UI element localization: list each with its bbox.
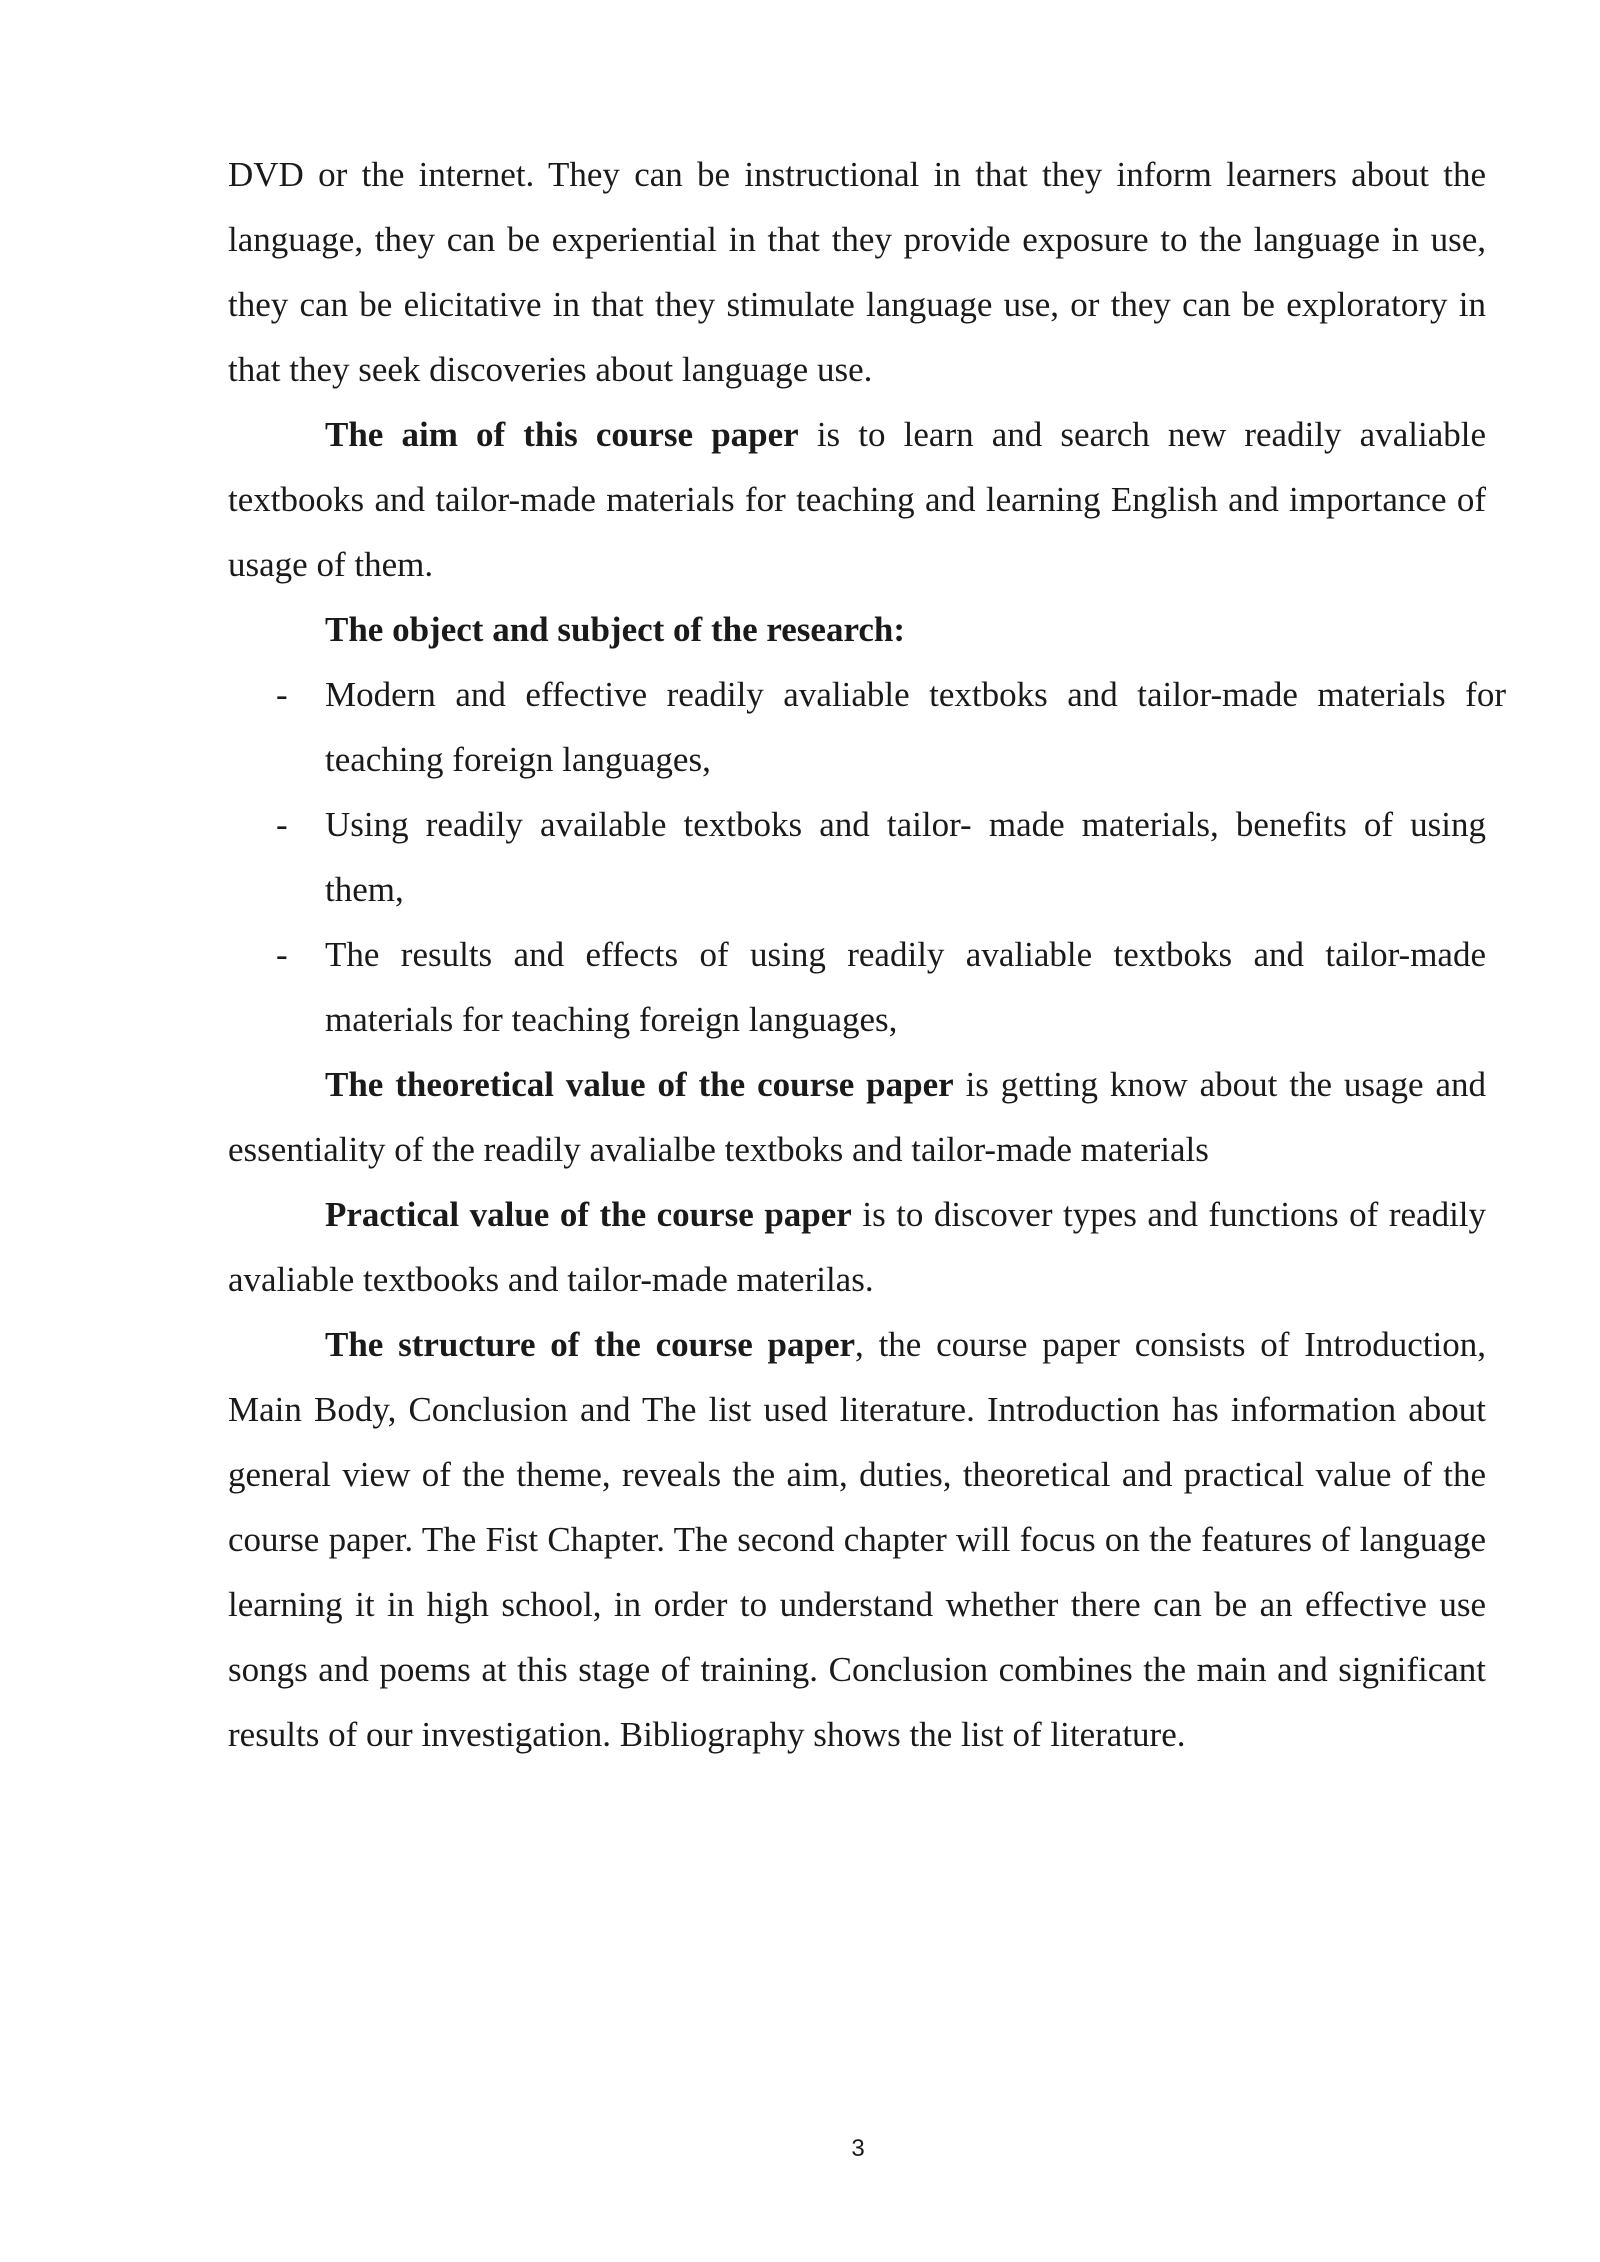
structure-text: , the course paper consists of Introduction, Main Body, Conclusion and The list used literature. Introduction has information about general view of the theme, reveals the aim, duties, theoretical and practical value of the course paper. The Fist Chapter. The second chapter will focus on the features of language learning it in high school, in order to understand whether there can be an effective use songs and poems at this stage of training. Conclusion combines the main and significant results of our investigation. Bibliography shows the list of literature. <box>228 1325 1486 1754</box>
list-item-text: The results and effects of using readily avaliable textboks and tailor-made materials for teaching foreign languages, <box>325 935 1486 1039</box>
list-item <box>228 792 1486 922</box>
structure-heading: The structure of the course paper <box>325 1325 856 1364</box>
list-marker: - <box>276 935 288 974</box>
list-marker: - <box>276 675 288 714</box>
object-list <box>228 662 1506 1052</box>
object-heading-text: The object and subject of the research: <box>325 610 906 649</box>
intro-paragraph <box>228 142 1486 402</box>
list-item-text: Modern and effective readily avaliable textboks and tailor-made materials for teaching foreign languages, <box>325 675 1506 779</box>
aim-paragraph <box>228 402 1486 597</box>
body-text <box>228 142 1506 1767</box>
list-marker: - <box>276 805 288 844</box>
theoretical-paragraph <box>228 1052 1486 1182</box>
list-item <box>228 662 1506 792</box>
theoretical-heading: The theoretical value of the course paper <box>325 1065 954 1104</box>
practical-paragraph <box>228 1182 1486 1312</box>
list-item <box>228 922 1486 1052</box>
practical-heading: Practical value of the course paper <box>325 1195 852 1234</box>
aim-heading: The aim of this course paper <box>325 415 799 454</box>
object-subject-heading <box>228 597 1486 662</box>
list-item-text: Using readily available textboks and tailor- made materials, benefits of using them, <box>325 805 1486 909</box>
structure-paragraph <box>228 1312 1486 1767</box>
aim-text: is to learn and search new readily avaliable textbooks and tailor-made materials for teaching and learning English and importance of usage of them. <box>228 415 1486 584</box>
theoretical-text: is getting know about the usage and essentiality of the readily avalialbe textboks and tailor-made materials <box>228 1065 1486 1169</box>
page-number: 3 <box>851 2135 865 2162</box>
practical-text: is to discover types and functions of readily avaliable textbooks and tailor-made materilas. <box>228 1195 1487 1299</box>
intro-text: DVD or the internet. They can be instructional in that they inform learners about the language, they can be experiential in that they provide exposure to the language in use, they can be elicitative in that they stimulate language use, or they can be exploratory in that they seek discoveries about language use. <box>228 155 1486 389</box>
